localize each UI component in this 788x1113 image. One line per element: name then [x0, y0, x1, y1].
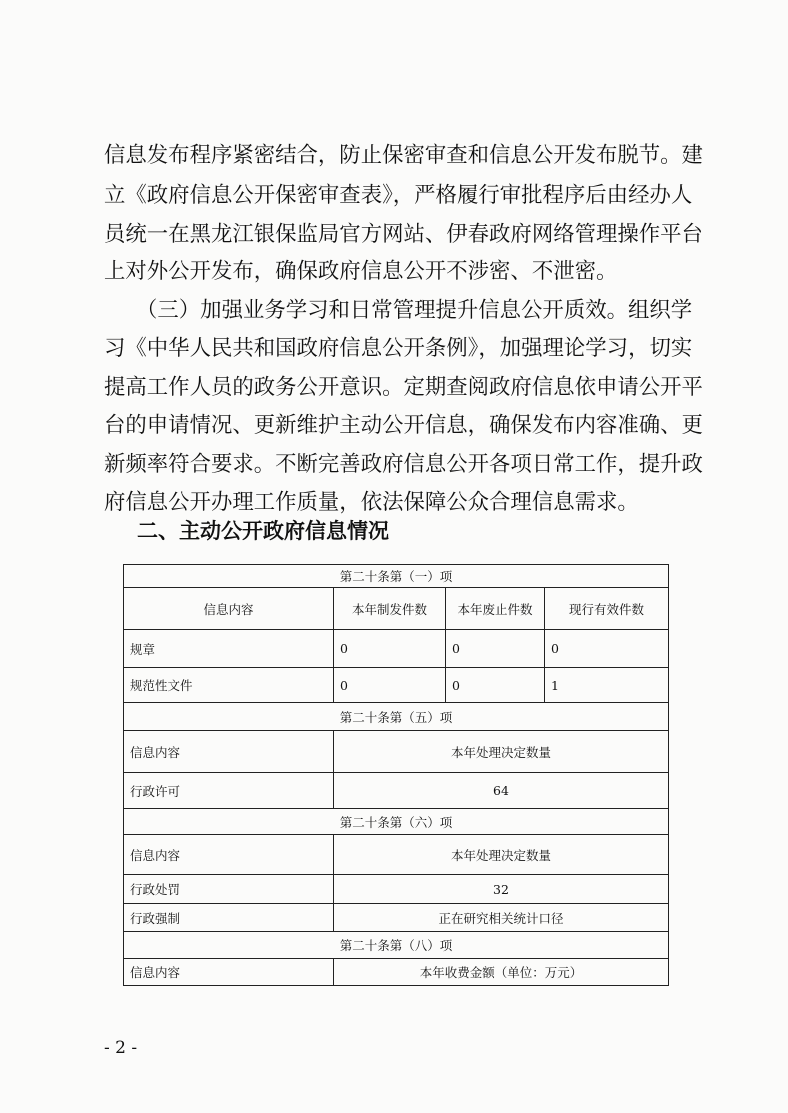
- page-number: - 2 -: [104, 1038, 138, 1058]
- table-cell: 正在研究相关统计口径: [334, 904, 669, 932]
- table-cell: 64: [334, 773, 669, 809]
- body-line: 员统一在黑龙江银保监局官方网站、伊春政府网络管理操作平台: [104, 222, 703, 247]
- table-header-row: [124, 959, 669, 986]
- column-header: 信息内容: [124, 835, 334, 875]
- table-header-row: [124, 588, 669, 630]
- section-title: 第二十条第（八）项: [124, 932, 669, 959]
- column-header: 现行有效件数: [545, 588, 669, 630]
- table-cell: 0: [446, 668, 545, 703]
- table-cell: 0: [334, 668, 446, 703]
- table-cell: 0: [446, 630, 545, 668]
- table-header-row: [124, 731, 669, 773]
- table-cell: 1: [545, 668, 669, 703]
- table-cell: 0: [334, 630, 446, 668]
- column-header: 信息内容: [124, 731, 334, 773]
- table-row: [124, 773, 669, 809]
- section-title: 第二十条第（六）项: [124, 809, 669, 835]
- body-line: 立《政府信息公开保密审查表》，严格履行审批程序后由经办人: [104, 183, 693, 208]
- table-cell: 行政处罚: [124, 875, 334, 904]
- body-line: （三）加强业务学习和日常管理提升信息公开质效。组织学: [136, 298, 693, 323]
- table-section-title-row: [124, 932, 669, 959]
- table-row: [124, 630, 669, 668]
- body-line: 信息发布程序紧密结合，防止保密审查和信息公开发布脱节。建: [104, 143, 703, 168]
- section-title: 第二十条第（五）项: [124, 703, 669, 731]
- table-cell: 0: [545, 630, 669, 668]
- column-header: 信息内容: [124, 588, 334, 630]
- table-cell: 规章: [124, 630, 334, 668]
- table-cell: 行政许可: [124, 773, 334, 809]
- section-title: 第二十条第（一）项: [124, 565, 669, 588]
- table-cell: 规范性文件: [124, 668, 334, 703]
- section-heading: 二、主动公开政府信息情况: [137, 519, 389, 543]
- body-line: 新频率符合要求。不断完善政府信息公开各项日常工作，提升政: [104, 452, 703, 477]
- column-header: 本年制发件数: [334, 588, 446, 630]
- table-cell: 32: [334, 875, 669, 904]
- table-row: [124, 904, 669, 932]
- body-line: 上对外公开发布，确保政府信息公开不涉密、不泄密。: [104, 259, 618, 284]
- table-row: [124, 668, 669, 703]
- table-section-title-row: [124, 703, 669, 731]
- column-header: 本年废止件数: [446, 588, 545, 630]
- table-section-title-row: [124, 809, 669, 835]
- column-header: 本年处理决定数量: [334, 731, 669, 773]
- body-line: 府信息公开办理工作质量，依法保障公众合理信息需求。: [104, 490, 639, 515]
- table-section-title-row: [124, 565, 669, 588]
- table-row: [124, 875, 669, 904]
- body-line: 习《中华人民共和国政府信息公开条例》，加强理论学习，切实: [104, 336, 693, 361]
- body-line: 台的申请情况、更新维护主动公开信息，确保发布内容准确、更: [104, 413, 703, 438]
- column-header: 本年处理决定数量: [334, 835, 669, 875]
- table-cell: 行政强制: [124, 904, 334, 932]
- table-header-row: [124, 835, 669, 875]
- column-header: 信息内容: [124, 959, 334, 986]
- info-disclosure-table: [123, 564, 669, 986]
- column-header: 本年收费金额（单位：万元）: [334, 959, 669, 986]
- body-line: 提高工作人员的政务公开意识。定期查阅政府信息依申请公开平: [104, 375, 703, 400]
